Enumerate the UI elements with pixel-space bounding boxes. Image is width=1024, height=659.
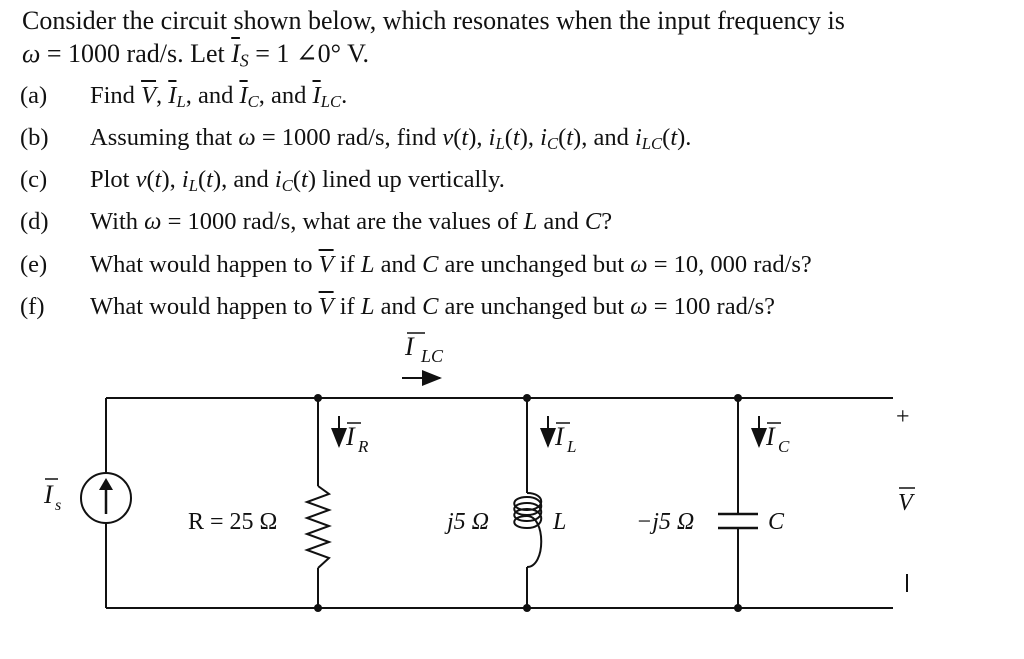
voltage-label (898, 488, 915, 516)
part-e: (e) What would happen to $\overline{V}$ if L and C are unchanged but ω = 10, 000 rad/s? (20, 251, 812, 278)
svg-text:I: I (405, 332, 414, 361)
wires (106, 398, 893, 608)
resistor-label: R = 25 Ω (188, 509, 278, 535)
capacitor-name: C (768, 509, 785, 535)
svg-text:R: R (358, 437, 369, 456)
ir-label (339, 416, 369, 456)
intro-line-2: ω = 1000 rad/s. Let $\overline{I}_S = 1$ ∠0° V. (22, 39, 370, 71)
svg-text:s: s (55, 497, 62, 514)
is-label (43, 479, 61, 514)
inductor-name: L (553, 509, 567, 535)
svg-text:I: I (44, 480, 53, 509)
voltage-plus: + (896, 404, 910, 430)
inductor-symbol (514, 493, 541, 567)
part-f: (f) What would happen to $\overline{V}$ if L and C are unchanged but ω = 100 rad/s? (20, 293, 776, 320)
part-d: (d) With ω = 1000 rad/s, what are the values of L and C? (20, 208, 613, 235)
capacitor-symbol (718, 514, 758, 528)
part-b: (b) Assuming that ω = 1000 rad/s, find v(t), $i_L(t)$, $i_C(t)$, and $i_{LC}(t)$. (20, 124, 692, 154)
intro-line-1: Consider the circuit shown below, which resonates when the input frequency is (22, 6, 845, 35)
svg-text:L: L (567, 437, 577, 456)
svg-text:C: C (778, 437, 790, 456)
capacitor-impedance: −j5 Ω (636, 509, 695, 535)
ilc-label (404, 332, 444, 366)
svg-text:V: V (898, 490, 913, 516)
ic-label (759, 416, 790, 456)
svg-text:LC: LC (421, 346, 444, 366)
current-source (81, 473, 131, 523)
resistor-symbol (307, 486, 329, 568)
il-label (548, 416, 576, 456)
part-a: (a) Find $\overline{V}$, $\overline{I}_L$, and $\overline{I}_C$, and $\overline{I}_{LC}$. (20, 82, 348, 112)
part-c: (c) Plot v(t), $i_L(t)$, and $i_C(t)$ lined up vertically. (20, 166, 505, 196)
svg-text:I: I (766, 422, 775, 451)
inductor-impedance: j5 Ω (447, 509, 490, 535)
svg-text:I: I (346, 422, 355, 451)
svg-text:I: I (555, 422, 564, 451)
